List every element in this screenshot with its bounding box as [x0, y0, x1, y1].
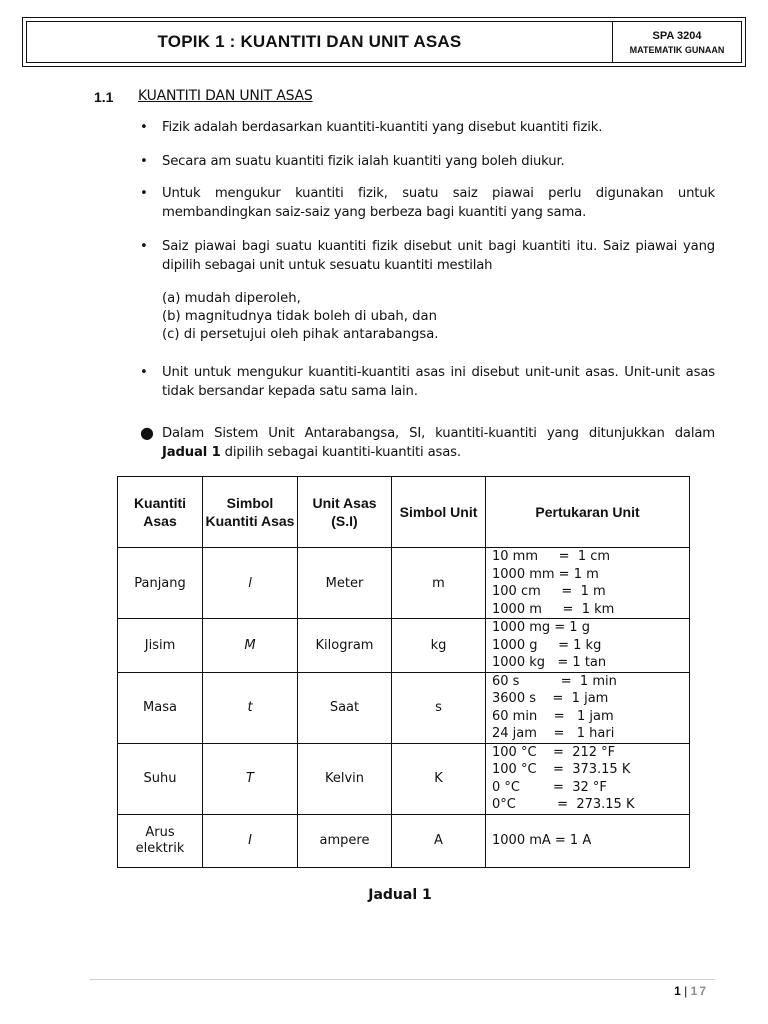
- header-box: [22, 17, 746, 67]
- cell-unit: Saat: [298, 672, 392, 743]
- cell-unit-symbol: kg: [392, 619, 486, 673]
- cell-quantity: Panjang: [118, 548, 203, 619]
- bullet-icon: ●: [140, 423, 154, 442]
- column-header-unit-symbol: Simbol Unit: [392, 477, 486, 548]
- header-inner: [26, 21, 742, 63]
- sublist-item: (b) magnitudnya tidak boleh di ubah, dan: [162, 309, 437, 324]
- cell-conversion: 60 s = 1 min 3600 s = 1 jam 60 min = 1 jam 24 jam = 1 hari: [486, 672, 690, 743]
- cell-symbol: I: [203, 814, 298, 867]
- column-header-quantity-symbol: Simbol Kuantiti Asas: [203, 477, 298, 548]
- section-title: KUANTITI DAN UNIT ASAS: [138, 88, 313, 104]
- cell-unit: Meter: [298, 548, 392, 619]
- bullet-icon: •: [140, 239, 148, 254]
- column-header-conversion: Pertukaran Unit: [486, 477, 690, 548]
- page-number: [674, 984, 708, 998]
- list-item: [137, 237, 715, 275]
- cell-symbol: T: [203, 743, 298, 814]
- bullet-icon: •: [140, 186, 148, 201]
- header-course-box: [612, 22, 741, 62]
- cell-quantity: Arus elektrik: [118, 814, 203, 867]
- course-code: SPA 3204: [652, 29, 702, 42]
- list-item: [137, 152, 715, 171]
- cell-unit-symbol: K: [392, 743, 486, 814]
- bullet-text-tail: dipilih sebagai kuantiti-kuantiti asas.: [220, 445, 461, 460]
- bullet-text: Secara am suatu kuantiti fizik ialah kuantiti yang boleh diukur.: [162, 154, 565, 169]
- section-number: 1.1: [94, 89, 114, 105]
- cell-unit: ampere: [298, 814, 392, 867]
- bullet-icon: •: [140, 365, 148, 380]
- column-header-quantity: Kuantiti Asas: [118, 477, 203, 548]
- list-item: [137, 424, 715, 462]
- footer-divider: [90, 979, 715, 980]
- table-row: [118, 814, 690, 867]
- sublist-item: (c) di persetujui oleh pihak antarabangsa.: [162, 327, 439, 342]
- cell-conversion: 1000 mg = 1 g 1000 g = 1 kg 1000 kg = 1 tan: [486, 619, 690, 673]
- cell-conversion: 100 °C = 212 °F 100 °C = 373.15 K 0 °C = 32 °F 0°C = 273.15 K: [486, 743, 690, 814]
- bullet-icon: •: [140, 154, 148, 169]
- criteria-sublist: [162, 290, 438, 344]
- table-row: [118, 548, 690, 619]
- cell-conversion: 1000 mA = 1 A: [486, 814, 690, 867]
- list-item: [137, 184, 715, 222]
- cell-quantity: Suhu: [118, 743, 203, 814]
- total-pages: 17: [690, 984, 708, 998]
- table-caption: Jadual 1: [368, 887, 432, 903]
- table-header-row: [118, 477, 690, 548]
- course-subject: MATEMATIK GUNAAN: [629, 44, 725, 55]
- bullet-icon: •: [140, 120, 148, 135]
- cell-quantity: Masa: [118, 672, 203, 743]
- page-separator: |: [684, 984, 688, 998]
- cell-unit-symbol: s: [392, 672, 486, 743]
- header-title: TOPIK 1 : KUANTITI DAN UNIT ASAS: [157, 32, 462, 51]
- list-item: [137, 363, 715, 401]
- table-row: [118, 619, 690, 673]
- sublist-item: (a) mudah diperoleh,: [162, 291, 301, 306]
- bullet-text: Untuk mengukur kuantiti fizik, suatu saiz piawai perlu digunakan untuk membandingkan saiz-saiz yang berbeza bagi kuantiti yang sama.: [162, 186, 715, 220]
- bullet-text: Saiz piawai bagi suatu kuantiti fizik disebut unit bagi kuantiti itu. Saiz piawai yang dipilih sebagai unit untuk sesuatu kuantiti mestilah: [162, 239, 715, 273]
- current-page: 1: [674, 984, 681, 998]
- table-row: [118, 743, 690, 814]
- cell-symbol: l: [203, 548, 298, 619]
- table-row: [118, 672, 690, 743]
- bullet-text: Dalam Sistem Unit Antarabangsa, SI, kuantiti-kuantiti yang ditunjukkan dalam: [162, 426, 715, 441]
- table-reference: Jadual 1: [162, 445, 221, 460]
- cell-symbol: t: [203, 672, 298, 743]
- cell-symbol: M: [203, 619, 298, 673]
- cell-conversion: 10 mm = 1 cm 1000 mm = 1 m 100 cm = 1 m 1000 m = 1 km: [486, 548, 690, 619]
- bullet-text: Unit untuk mengukur kuantiti-kuantiti asas ini disebut unit-unit asas. Unit-unit asas tidak bersandar kepada satu sama lain.: [162, 365, 715, 399]
- cell-unit-symbol: m: [392, 548, 486, 619]
- base-quantities-table: [117, 476, 690, 868]
- column-header-si-unit: Unit Asas (S.I): [298, 477, 392, 548]
- cell-unit-symbol: A: [392, 814, 486, 867]
- cell-unit: Kelvin: [298, 743, 392, 814]
- cell-quantity: Jisim: [118, 619, 203, 673]
- bullet-text: Fizik adalah berdasarkan kuantiti-kuantiti yang disebut kuantiti fizik.: [162, 120, 603, 135]
- list-item: [137, 118, 715, 137]
- cell-unit: Kilogram: [298, 619, 392, 673]
